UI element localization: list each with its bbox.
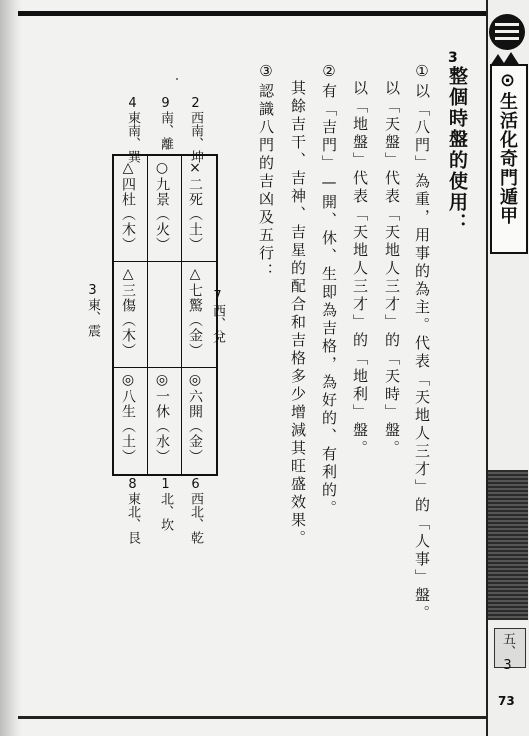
chapter-label: 五、3 (500, 632, 515, 673)
chapter-tab-band (488, 470, 528, 620)
page-number: 73 (498, 694, 515, 708)
paragraph: ①以「八門」為重，用事的為主。代表「天地人三才」的「人事」盤。 (413, 62, 431, 623)
series-title: ⊙生活化奇門遁甲 (497, 70, 518, 225)
page-spine-shadow (0, 0, 22, 736)
paragraph: ③認識八門的吉凶及五行： (257, 62, 275, 281)
gate-cell-fear: △七驚（金） (187, 266, 203, 358)
section-title: 整個時盤的使用： (446, 66, 468, 234)
top-rule (18, 11, 496, 16)
gate-cell-death: ×二死（土） (187, 160, 203, 252)
gate-cell-life: ◎八生（土） (120, 372, 136, 464)
direction-label-south: 9南、離 (158, 96, 173, 150)
direction-label-southwest: 2西南、坤 (188, 96, 203, 163)
direction-label-north: 1北、坎 (158, 477, 173, 531)
gate-cell-rest: ◎一休（水） (154, 372, 170, 464)
paragraph: 其餘吉干、吉神、吉星的配合和吉格多少增減其旺盛效果。 (289, 80, 307, 548)
direction-label-west: 7西、兌 (210, 289, 225, 343)
direction-label-southeast: 4東南、巽 (125, 96, 140, 163)
section-number: 3 (448, 50, 458, 66)
direction-label-northeast: 8東北、艮 (125, 477, 140, 544)
paragraph: 以「地盤」代表「天地人三才」的「地利」盤。 (351, 80, 369, 458)
gate-cell-view: ○九景（火） (154, 160, 170, 252)
speck (176, 78, 178, 80)
bottom-rule (18, 716, 496, 719)
gate-cell-block: △四杜（木） (120, 160, 136, 252)
direction-label-northwest: 6西北、乾 (188, 477, 203, 544)
paragraph: ②有「吉門」—開、休、生即為吉格，為好的、有利的。 (320, 62, 338, 518)
paragraph: 以「天盤」代表「天地人三才」的「天時」盤。 (383, 80, 401, 458)
gate-cell-harm: △三傷（木） (120, 266, 136, 358)
gate-cell-open: ◎六開（金） (187, 372, 203, 464)
direction-label-east: 3東、震 (85, 283, 100, 337)
series-logo-icon (489, 14, 525, 50)
